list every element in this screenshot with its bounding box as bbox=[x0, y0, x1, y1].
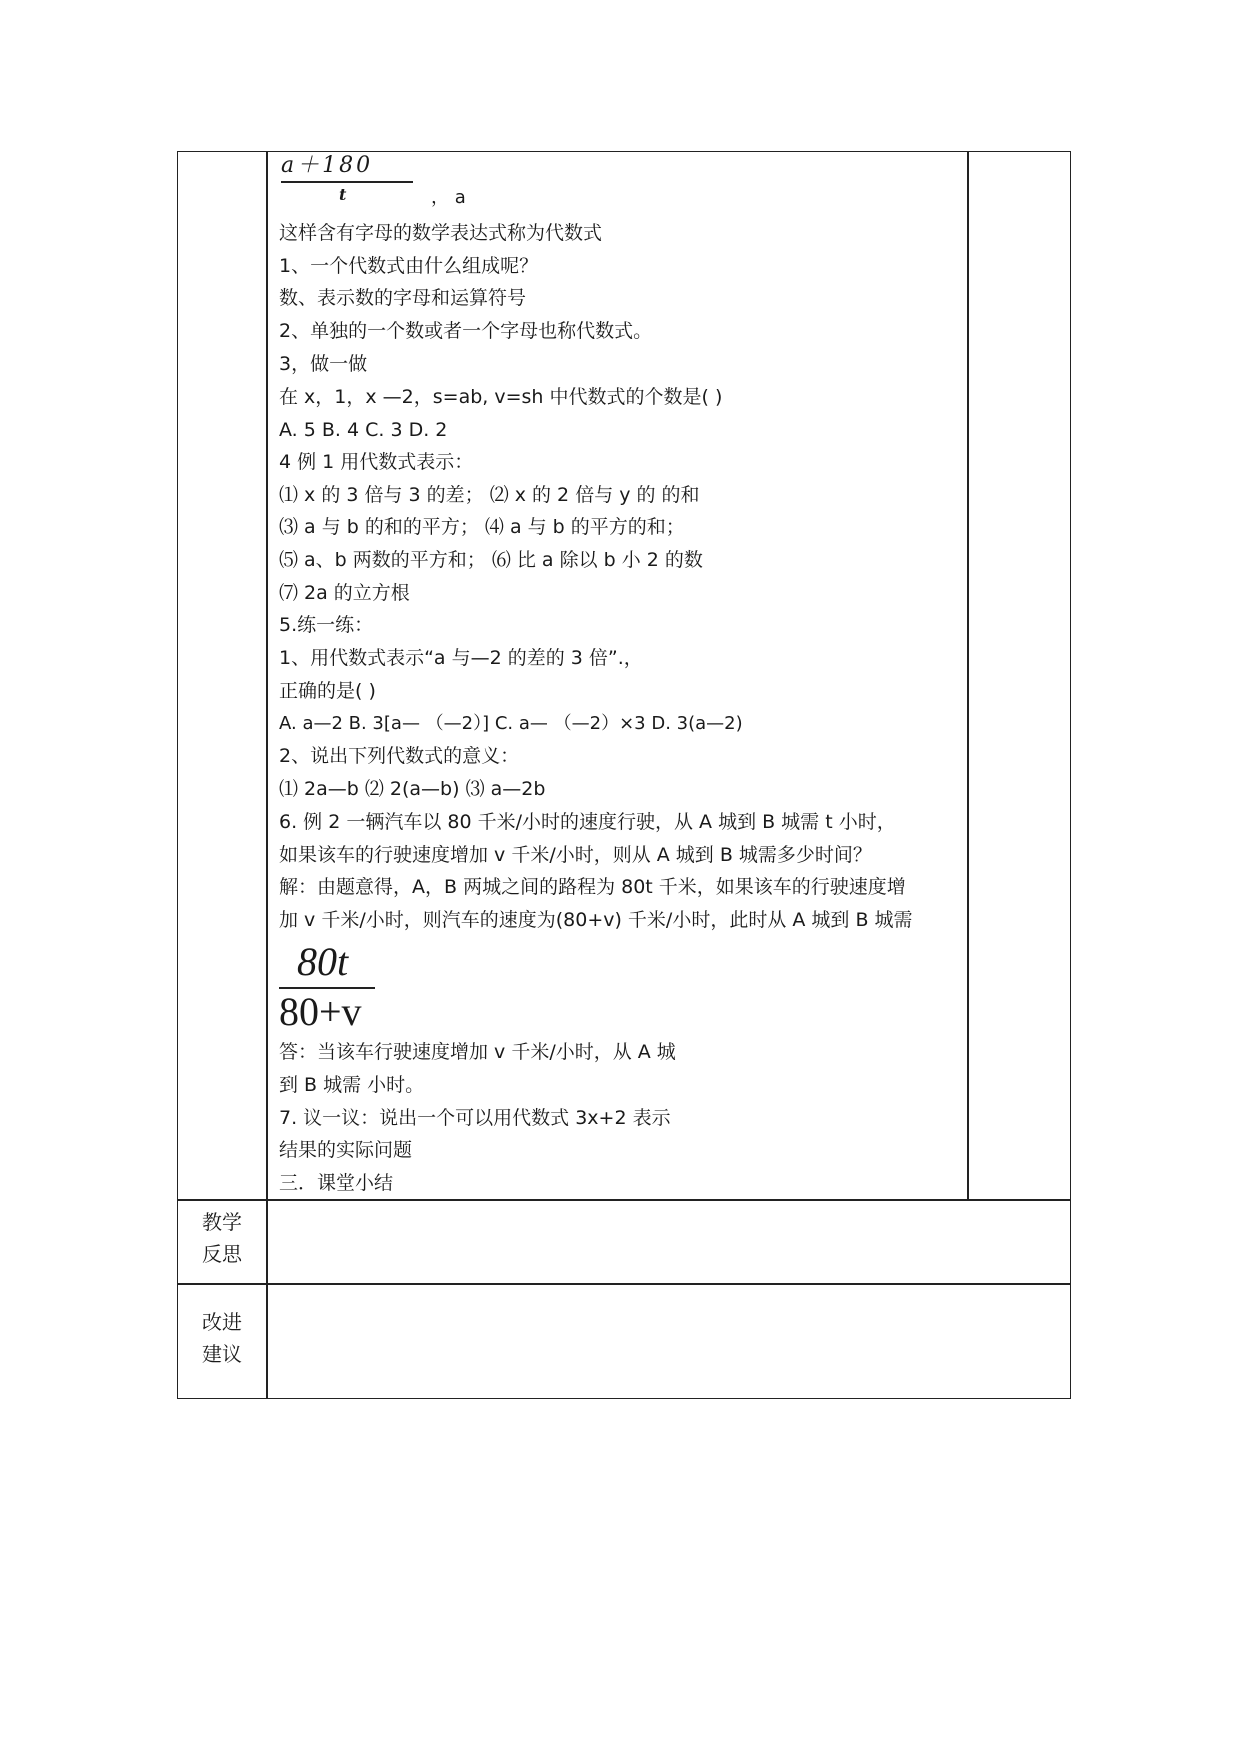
text-line: 5.练一练： bbox=[279, 614, 374, 636]
text-line: 这样含有字母的数学表达式称为代数式 bbox=[279, 222, 603, 244]
column-divider-right bbox=[967, 151, 969, 1200]
text-line: 三．课堂小结 bbox=[279, 1172, 394, 1194]
improvement-suggestion-label bbox=[202, 1306, 242, 1370]
text-line: 6. 例 2 一辆汽车以 80 千米/小时的速度行驶，从 A 城到 B 城需 t 小时， bbox=[279, 811, 896, 833]
text-line: ⑶ a 与 b 的和的平方； ⑷ a 与 b 的平方的和； bbox=[279, 516, 685, 538]
fraction1-trailing-text: ， a bbox=[431, 187, 466, 208]
row-divider-1 bbox=[177, 1199, 1071, 1201]
text-line: 解：由题意得，A，B 两城之间的路程为 80t 千米，如果该车的行驶速度增 bbox=[279, 876, 906, 898]
teaching-reflection-label bbox=[202, 1206, 242, 1270]
text-line: 答：当该车行驶速度增加 v 千米/小时，从 A 城 bbox=[279, 1041, 676, 1063]
label-line: 建议 bbox=[202, 1342, 242, 1366]
text-line: 2、说出下列代数式的意义： bbox=[279, 745, 520, 767]
text-line: ⑴ x 的 3 倍与 3 的差； ⑵ x 的 2 倍与 y 的 的和 bbox=[279, 484, 700, 506]
text-line: 1、用代数式表示“a 与—2 的差的 3 倍”.， bbox=[279, 647, 643, 669]
text-line: 7. 议一议：说出一个可以用代数式 3x+2 表示 bbox=[279, 1107, 671, 1129]
fraction1-bar bbox=[281, 181, 413, 183]
text-line: ⑸ a、b 两数的平方和； ⑹ 比 a 除以 b 小 2 的数 bbox=[279, 549, 703, 571]
text-line: 到 B 城需 小时。 bbox=[279, 1074, 425, 1096]
fraction2-numerator: 80t bbox=[297, 939, 349, 984]
text-line: A. a—2 B. 3[a— （—2）] C. a— （—2）×3 D. 3(a—2) bbox=[279, 713, 743, 734]
text-line: 结果的实际问题 bbox=[279, 1139, 413, 1161]
text-line: 如果该车的行驶速度增加 v 千米/小时，则从 A 城到 B 城需多少时间？ bbox=[279, 844, 872, 866]
row-divider-2 bbox=[177, 1283, 1071, 1285]
text-line: 1、一个代数式由什么组成呢？ bbox=[279, 255, 539, 277]
text-line: 3，做一做 bbox=[279, 353, 368, 375]
column-divider-left bbox=[266, 151, 268, 1399]
text-line: ⑴ 2a—b ⑵ 2(a—b) ⑶ a—2b bbox=[279, 778, 546, 800]
fraction2-denominator: 80+v bbox=[279, 989, 362, 1034]
text-line: 数、表示数的字母和运算符号 bbox=[279, 287, 527, 309]
text-line: 正确的是( ) bbox=[279, 680, 376, 702]
text-line: 加 v 千米/小时，则汽车的速度为(80+v) 千米/小时，此时从 A 城到 B 城需 bbox=[279, 909, 913, 931]
text-line: 在 x，1，x —2，s=ab, v=sh 中代数式的个数是( ) bbox=[279, 386, 723, 408]
text-line: 4 例 1 用代数式表示： bbox=[279, 451, 474, 473]
text-line: 2、单独的一个数或者一个字母也称代数式。 bbox=[279, 320, 653, 342]
fraction1-numerator: a＋180 bbox=[281, 153, 374, 178]
label-line: 反思 bbox=[202, 1242, 242, 1266]
text-line: ⑺ 2a 的立方根 bbox=[279, 582, 410, 604]
fraction1-denominator: t bbox=[339, 185, 347, 204]
text-line: A. 5 B. 4 C. 3 D. 2 bbox=[279, 419, 448, 441]
label-line: 改进 bbox=[202, 1310, 242, 1334]
label-line: 教学 bbox=[202, 1210, 242, 1234]
